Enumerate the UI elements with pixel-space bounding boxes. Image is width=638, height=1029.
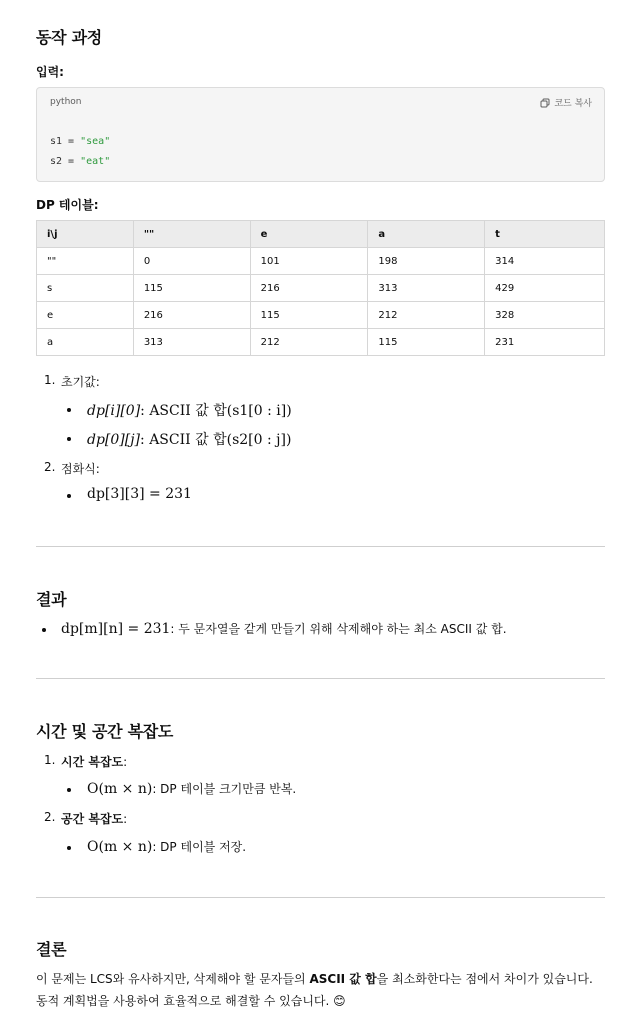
- table-cell: "": [37, 248, 134, 275]
- table-cell: a: [37, 329, 134, 356]
- list-number: 1.: [44, 753, 56, 767]
- bullet-dot: [67, 494, 71, 498]
- smile-emoji-icon: 😊: [333, 994, 346, 1008]
- bullet-dot: [42, 628, 46, 632]
- list-item: [87, 429, 291, 449]
- section-heading-process: 동작 과정: [36, 28, 102, 47]
- table-cell: 115: [368, 329, 485, 356]
- table-row: [37, 302, 605, 329]
- table-cell: 101: [250, 248, 368, 275]
- math-expression: dp[i][0]: [87, 403, 141, 419]
- copy-code-button[interactable]: [540, 96, 592, 109]
- bullet-dot: [67, 846, 71, 850]
- math-expression: O(m × n): [87, 839, 153, 855]
- list-item: [87, 486, 192, 502]
- section-heading-conclusion: 결론: [36, 940, 67, 959]
- list-number: 1.: [44, 373, 56, 387]
- math-text: : ASCII 값 합(s2[0 : j]): [140, 432, 292, 448]
- list-item: [87, 780, 296, 797]
- list-item-title: 초기값:: [61, 375, 100, 389]
- input-label: 입력:: [36, 65, 64, 79]
- list-item-text: : DP 테이블 크기만큼 반복.: [152, 782, 297, 796]
- table-cell: 313: [368, 275, 485, 302]
- list-item-text: : 두 문자열을 같게 만들기 위해 삭제해야 하는 최소 ASCII 값 합.: [170, 622, 507, 636]
- table-cell: 328: [485, 302, 605, 329]
- table-cell: 313: [133, 329, 250, 356]
- table-cell: 314: [485, 248, 605, 275]
- table-row: [37, 275, 605, 302]
- table-header-cell: t: [485, 221, 605, 248]
- table-cell: 216: [133, 302, 250, 329]
- table-row: [37, 248, 605, 275]
- conclusion-paragraph: 이 문제는 LCS와 유사하지만, 삭제해야 할 문자들의 ASCII 값 합을 최소화한다는 점에서 차이가 있습니다. 동적 계획법을 사용하여 효율적으로 해결할 수 있습니다. 😊: [36, 972, 593, 1008]
- table-header-row: [37, 221, 605, 248]
- table-cell: 231: [485, 329, 605, 356]
- dp-table-label: DP 테이블:: [36, 198, 99, 212]
- table-header-cell: e: [250, 221, 368, 248]
- math-expression: dp[0][j]: [87, 432, 141, 448]
- bullet-dot: [67, 408, 71, 412]
- math-expression: dp[m][n] = 231: [61, 621, 171, 637]
- list-item-title: 점화식:: [61, 462, 100, 476]
- code-line: s2 = "eat": [50, 156, 111, 167]
- dp-table: [36, 220, 605, 356]
- code-language: python: [50, 97, 82, 107]
- divider: [36, 546, 605, 547]
- table-cell: 429: [485, 275, 605, 302]
- section-heading-complexity: 시간 및 공간 복잡도: [36, 722, 174, 741]
- table-cell: e: [37, 302, 134, 329]
- divider: [36, 897, 605, 898]
- list-number: 2.: [44, 810, 56, 824]
- bullet-dot: [67, 437, 71, 441]
- table-header-cell: "": [133, 221, 250, 248]
- list-item: [87, 838, 246, 855]
- code-block: [36, 87, 605, 182]
- copy-code-label: 코드 복사: [554, 99, 592, 109]
- math-text: : ASCII 값 합(s1[0 : i]): [140, 403, 292, 419]
- divider: [36, 678, 605, 679]
- table-cell: s: [37, 275, 134, 302]
- table-header-cell: a: [368, 221, 485, 248]
- bullet-dot: [67, 788, 71, 792]
- section-heading-result: 결과: [36, 590, 67, 609]
- list-item-title: 공간 복잡도:: [61, 812, 128, 826]
- table-cell: 212: [368, 302, 485, 329]
- table-cell: 212: [250, 329, 368, 356]
- table-cell: 216: [250, 275, 368, 302]
- table-cell: 115: [250, 302, 368, 329]
- list-item: [87, 400, 292, 420]
- math-expression: dp[3][3] = 231: [87, 486, 192, 502]
- code-content: [50, 132, 110, 172]
- table-header-cell: i\j: [37, 221, 134, 248]
- list-item: [61, 620, 507, 637]
- table-cell: 0: [133, 248, 250, 275]
- math-expression: O(m × n): [87, 781, 153, 797]
- copy-icon: [540, 98, 550, 108]
- table-row: [37, 329, 605, 356]
- list-item-title: 시간 복잡도:: [61, 755, 128, 769]
- table-cell: 115: [133, 275, 250, 302]
- code-line: s1 = "sea": [50, 136, 111, 147]
- list-item-text: : DP 테이블 저장.: [152, 840, 247, 854]
- list-number: 2.: [44, 460, 56, 474]
- table-cell: 198: [368, 248, 485, 275]
